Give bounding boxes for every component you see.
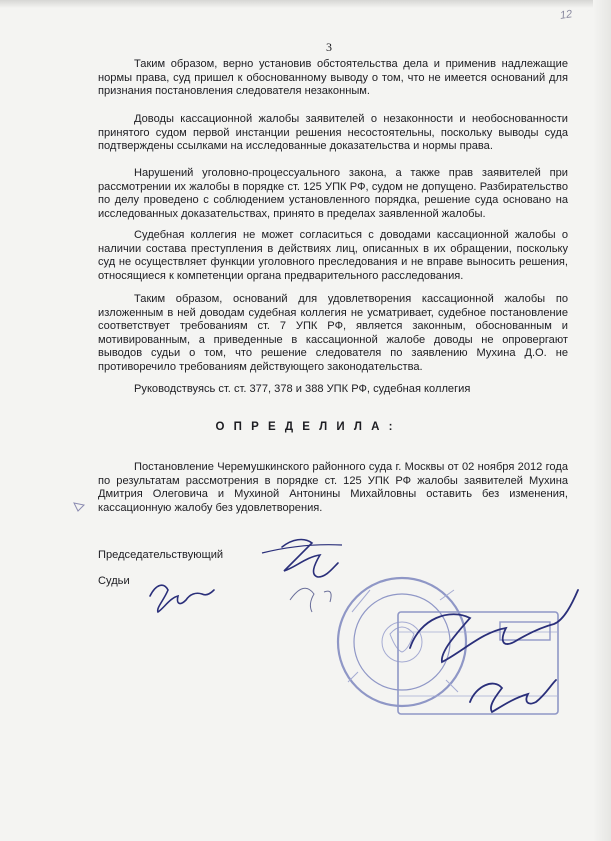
corner-page-mark: 12 [559,8,574,22]
presiding-judge-label: Председательствующий [98,549,224,561]
presiding-signature-underline [262,545,342,553]
faint-signature-icon [290,588,331,612]
margin-mark-icon [74,503,84,511]
judges-label: Судьи [98,575,130,587]
paragraph-6: Руководствуясь ст. ст. 377, 378 и 388 УПК РФ, судебная коллегия [134,383,471,395]
ruling-heading: О П Р Е Д Е Л И Л А : [215,421,396,433]
paragraph-2: Доводы кассационной жалобы заявителей о незаконности и необоснованности принятого судом первой инстанции решения несостоятельны, поскольку выводы суда подтверждены ссылками на исследованные доказательства и нормы права. [98,113,568,153]
paragraph-3: Нарушений уголовно-процессуального закона, а также прав заявителей при рассмотрении их жалобы в порядке ст. 125 УПК РФ, судом не допущено. Разбирательство по делу проведено с соблюдением установленного порядка, решение суда основано на исследованных доказательствах, принято в пределах заявленной жалобы. [98,167,568,220]
judge-signature-2-icon [410,590,578,662]
paragraph-4: Судебная коллегия не может согласиться с доводами кассационной жалобы о наличии состава преступления в действиях лиц, описанных в их обращении, поскольку суд не осуществляет функции уголовного преследования и не вправе выносить решения, относящиеся к компетенции органа предварительного расследования. [98,229,568,282]
ruling-paragraph: Постановление Черемушкинского районного суда г. Москвы от 02 ноября 2012 года по результатам рассмотрения в порядке ст. 125 УПК РФ жалобы заявителей Мухина Дмитрия Олеговича и Мухиной Антонины Михайловны оставить без изменения, кассационную жалобу без удовлетворения. [98,461,568,514]
page-number: 3 [326,40,332,54]
paragraph-1: Таким образом, верно установив обстоятельства дела и применив надлежащие нормы права, суд пришел к обоснованному выводу о том, что не имеется оснований для признания постановления следователя незаконным. [98,58,568,98]
paragraph-5: Таким образом, оснований для удовлетворения кассационной жалобы по изложенным в ней доводам судебная коллегия не усматривает, судебное постановление соответствует требованиям ст. 7 УПК РФ, является законным, обоснованным и мотивированным, а приведенные в кассационной жалобе доводы не опровергают выводов судьи о том, что решение следователя по заявлению Мухина Д.О. не противоречило требованиям действующего законодательства. [98,293,568,373]
judge-signature-1-icon [150,585,214,612]
